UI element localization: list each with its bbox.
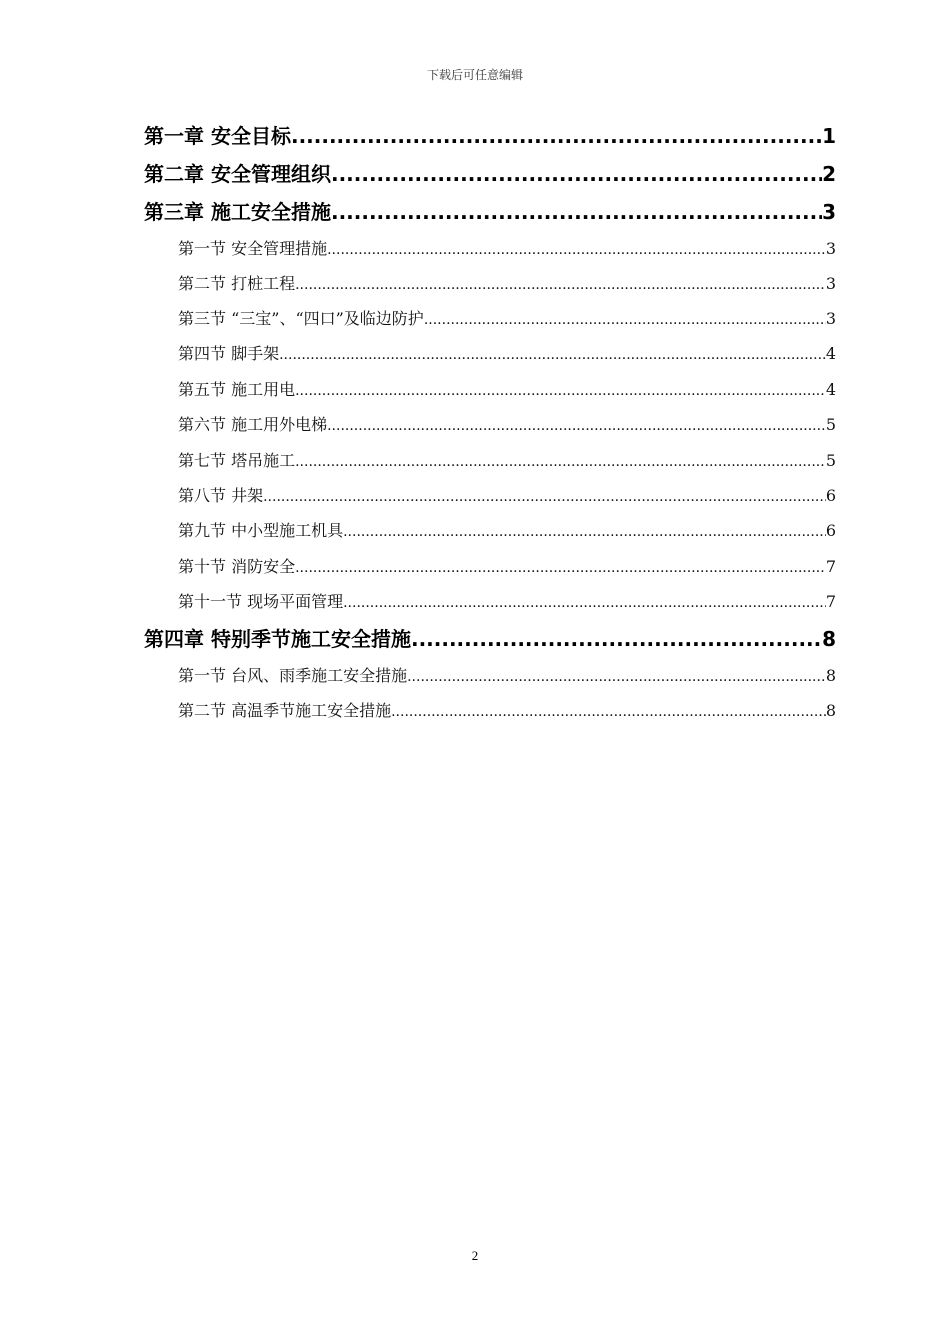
toc-entry-page: 5 xyxy=(825,451,836,470)
toc-entry-label: 第一节 台风、雨季施工安全措施 xyxy=(178,666,408,685)
toc-entry-section[interactable] xyxy=(178,374,836,406)
toc-entry-label: 第二节 高温季节施工安全措施 xyxy=(178,701,392,720)
toc-dot-leader xyxy=(295,445,826,478)
toc-dot-leader xyxy=(331,156,822,192)
toc-dot-leader xyxy=(295,551,826,584)
toc-entry-page: 7 xyxy=(825,592,836,611)
toc-dot-leader xyxy=(424,303,826,336)
toc-entry-page: 6 xyxy=(825,486,836,505)
toc-entry-section[interactable] xyxy=(178,480,836,512)
toc-entry-label: 第四章 特别季节施工安全措施 xyxy=(144,627,411,651)
toc-entry-chapter[interactable] xyxy=(144,194,836,230)
toc-entry-section[interactable] xyxy=(178,233,836,265)
toc-entry-label: 第六节 施工用外电梯 xyxy=(178,415,328,434)
toc-entry-section[interactable] xyxy=(178,551,836,583)
toc-dot-leader xyxy=(331,194,822,230)
toc-entry-label: 第四节 脚手架 xyxy=(178,344,280,363)
toc-dot-leader xyxy=(291,118,822,154)
toc-dot-leader xyxy=(343,586,826,619)
toc-dot-leader xyxy=(391,695,826,728)
toc-entry-label: 第二节 打桩工程 xyxy=(178,274,296,293)
toc-dot-leader xyxy=(295,374,826,407)
toc-entry-page: 4 xyxy=(825,380,836,399)
toc-entry-label: 第十节 消防安全 xyxy=(178,557,296,576)
toc-dot-leader xyxy=(343,515,826,548)
toc-entry-section[interactable] xyxy=(178,445,836,477)
toc-entry-page: 7 xyxy=(825,557,836,576)
toc-dot-leader xyxy=(263,480,826,513)
toc-dot-leader xyxy=(407,660,826,693)
toc-entry-chapter[interactable] xyxy=(144,621,836,657)
toc-entry-page: 8 xyxy=(825,666,836,685)
toc-dot-leader xyxy=(295,268,826,301)
toc-entry-label: 第二章 安全管理组织 xyxy=(144,162,331,186)
toc-entry-section[interactable] xyxy=(178,660,836,692)
toc-entry-section[interactable] xyxy=(178,268,836,300)
toc-entry-label: 第一章 安全目标 xyxy=(144,124,291,148)
toc-entry-page: 8 xyxy=(822,627,836,651)
toc-entry-page: 3 xyxy=(825,239,836,258)
toc-entry-section[interactable] xyxy=(178,586,836,618)
toc-entry-label: 第三章 施工安全措施 xyxy=(144,200,331,224)
page-number: 2 xyxy=(471,1248,479,1263)
toc-entry-section[interactable] xyxy=(178,515,836,547)
toc-entry-page: 6 xyxy=(825,521,836,540)
toc-entry-label: 第三节 “三宝”、“四口”及临边防护 xyxy=(178,309,424,328)
toc-entry-page: 3 xyxy=(822,200,836,224)
toc-entry-section[interactable] xyxy=(178,695,836,727)
toc-entry-page: 3 xyxy=(825,309,836,328)
toc-entry-page: 2 xyxy=(822,162,836,186)
toc-entry-page: 8 xyxy=(825,701,836,720)
toc-entry-page: 5 xyxy=(825,415,836,434)
toc-dot-leader xyxy=(327,233,826,266)
toc-entry-label: 第七节 塔吊施工 xyxy=(178,451,296,470)
toc-dot-leader xyxy=(411,621,822,657)
toc-entry-label: 第八节 井架 xyxy=(178,486,264,505)
toc-entry-page: 1 xyxy=(822,124,836,148)
toc-entry-section[interactable] xyxy=(178,409,836,441)
toc-dot-leader xyxy=(279,338,826,371)
toc-entry-page: 3 xyxy=(825,274,836,293)
toc-entry-label: 第五节 施工用电 xyxy=(178,380,296,399)
toc-entry-section[interactable] xyxy=(178,303,836,335)
toc-entry-page: 4 xyxy=(825,344,836,363)
toc-entry-chapter[interactable] xyxy=(144,156,836,192)
toc-entry-label: 第九节 中小型施工机具 xyxy=(178,521,344,540)
toc-entry-section[interactable] xyxy=(178,338,836,370)
toc-dot-leader xyxy=(327,409,826,442)
page-header: 下载后可任意编辑 xyxy=(426,68,523,82)
toc-entry-label: 第一节 安全管理措施 xyxy=(178,239,328,258)
toc-entry-chapter[interactable] xyxy=(144,118,836,154)
toc-entry-label: 第十一节 现场平面管理 xyxy=(178,592,344,611)
